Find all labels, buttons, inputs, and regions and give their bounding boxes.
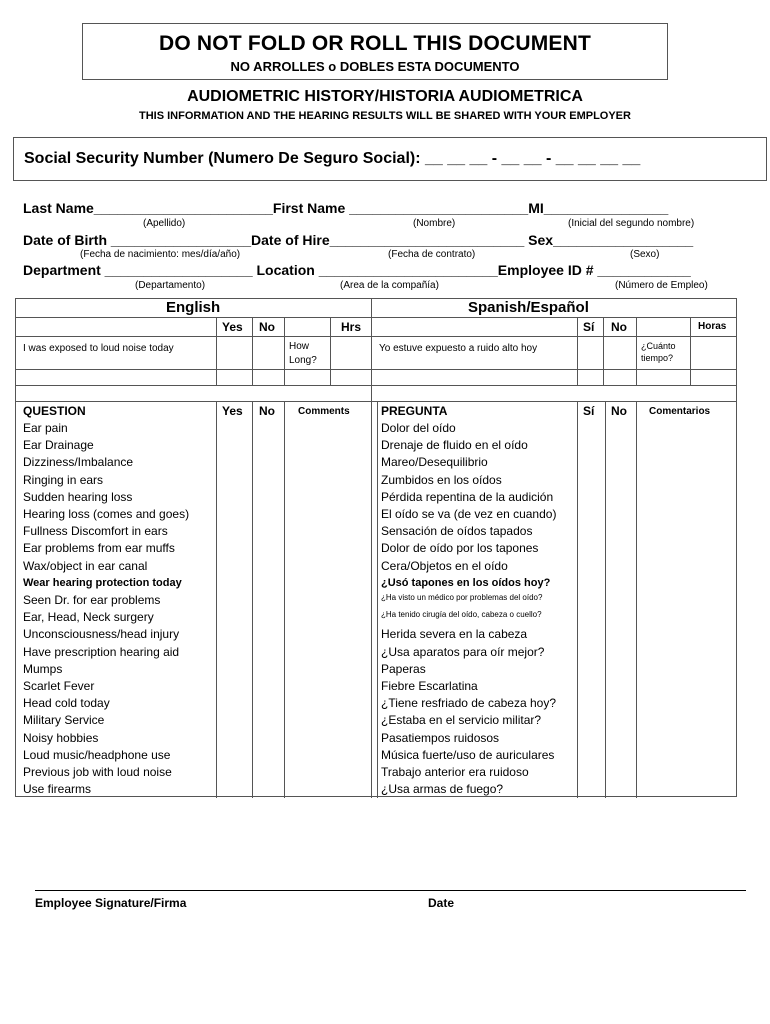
departamento-label: (Departamento) <box>135 280 206 291</box>
question-es: Dolor del oído <box>381 421 456 435</box>
question-es: Zumbidos en los oídos <box>381 472 502 487</box>
comments-header: Comments <box>298 406 350 417</box>
question-en: Seen Dr. for ear problems <box>23 593 161 607</box>
question-en: Scarlet Fever <box>23 679 95 693</box>
no-header-2: No <box>259 404 275 418</box>
question-en: Unconsciousness/head injury <box>23 627 180 642</box>
hrs-header: Hrs <box>341 320 362 334</box>
horas-header: Horas <box>698 321 727 332</box>
numero-empleo-label: (Número de Empleo) <box>615 280 708 291</box>
question-en: Ear, Head, Neck surgery <box>23 610 154 625</box>
question-es: Pérdida repentina de la audición <box>381 489 554 504</box>
comentarios-header: Comentarios <box>649 406 711 417</box>
sharing-notice: THIS INFORMATION AND THE HEARING RESULTS WILL BE SHARED WITH YOUR EMPLOYER <box>139 110 631 122</box>
signature-line <box>35 890 746 891</box>
question-header: QUESTION <box>23 404 86 418</box>
no-header-es: No <box>611 320 627 334</box>
question-es: Pasatiempos ruidosos <box>381 730 500 745</box>
question-es: ¿Usa aparatos para oír mejor? <box>381 644 545 659</box>
question-en: Ear pain <box>23 421 68 435</box>
question-en: Use firearms <box>23 782 92 797</box>
ssn-label: Social Security Number (Numero De Seguro Social): __ __ __ - __ __ - __ __ __ __ <box>24 150 641 167</box>
english-header: English <box>166 299 221 316</box>
form-title: AUDIOMETRIC HISTORY/HISTORIA AUDIOMETRICA <box>187 88 583 105</box>
question-es: Herida severa en la cabeza <box>381 627 528 642</box>
question-es: ¿Estaba en el servicio militar? <box>381 713 542 728</box>
si-header: Sí <box>583 320 595 334</box>
fecha-contrato-label: (Fecha de contrato) <box>388 249 476 260</box>
question-en: Ear problems from ear muffs <box>23 541 175 556</box>
question-es: Cera/Objetos en el oído <box>381 558 508 573</box>
question-en: Previous job with loud noise <box>23 765 172 779</box>
no-header-es-2: No <box>611 404 627 418</box>
question-es: Fiebre Escarlatina <box>381 679 478 693</box>
question-en: Noisy hobbies <box>23 730 99 745</box>
question-en: Loud music/headphone use <box>23 747 171 762</box>
question-en: Dizziness/Imbalance <box>23 455 134 470</box>
cuanto-tiempo-label: ¿Cuánto tiempo? <box>641 341 676 363</box>
birth-hire-sex-row[interactable]: Date of Birth __________________Date of Hire_________________________ Sex__________________ <box>23 232 694 248</box>
question-en: Ringing in ears <box>23 472 104 487</box>
fecha-nacimiento-label: (Fecha de nacimiento: mes/día/año) <box>80 249 241 260</box>
area-label: (Area de la compañía) <box>340 280 439 291</box>
yes-header-2: Yes <box>222 404 243 418</box>
question-es: Mareo/Desequilibrio <box>381 455 488 470</box>
question-es: ¿Ha visto un médico por problemas del oído? <box>381 593 543 602</box>
no-header: No <box>259 320 275 334</box>
question-es: El oído se va (de vez en cuando) <box>381 507 557 521</box>
banner-title: DO NOT FOLD OR ROLL THIS DOCUMENT <box>158 32 592 55</box>
apellido-label: (Apellido) <box>143 218 186 229</box>
signature-label: Employee Signature/Firma <box>35 896 187 910</box>
question-es: Drenaje de fluido en el oído <box>381 438 528 453</box>
question-es: Trabajo anterior era ruidoso <box>381 765 529 779</box>
ssn-box[interactable] <box>13 137 767 181</box>
warning-banner <box>82 23 668 80</box>
nombre-label: (Nombre) <box>413 218 456 229</box>
question-es: Paperas <box>381 661 426 676</box>
banner-subtitle: NO ARROLLES o DOBLES ESTA DOCUMENTO <box>230 59 520 74</box>
name-fields-row[interactable]: Last Name_______________________First Name _______________________MI________________ <box>23 200 669 216</box>
si-header-2: Sí <box>583 404 595 418</box>
date-label: Date <box>428 896 455 910</box>
sexo-label: (Sexo) <box>630 249 660 260</box>
question-es: ¿Usó tapones en los oídos hoy? <box>381 576 551 589</box>
question-es: ¿Tiene resfriado de cabeza hoy? <box>381 696 556 711</box>
question-en: Head cold today <box>23 696 110 711</box>
dept-location-id-row[interactable]: Department ___________________ Location _______________________Employee ID # ____________ <box>23 262 691 278</box>
question-es: Música fuerte/uso de auriculares <box>381 747 555 762</box>
yes-header: Yes <box>222 320 243 334</box>
question-en: Sudden hearing loss <box>23 489 133 504</box>
question-en: Wear hearing protection today <box>23 576 182 589</box>
pregunta-header: PREGUNTA <box>381 404 448 418</box>
question-en: Mumps <box>23 661 63 676</box>
how-long-label: How Long? <box>289 341 317 366</box>
exposed-es: Yo estuve expuesto a ruido alto hoy <box>379 343 538 354</box>
question-en: Military Service <box>23 713 105 728</box>
inicial-label: (Inicial del segundo nombre) <box>568 218 695 229</box>
question-es: Dolor de oído por los tapones <box>381 541 539 556</box>
questionnaire-table <box>15 298 737 797</box>
question-en: Have prescription hearing aid <box>23 644 180 659</box>
question-en: Wax/object in ear canal <box>23 558 148 573</box>
question-es: Sensación de oídos tapados <box>381 524 533 539</box>
question-es: ¿Usa armas de fuego? <box>381 782 504 797</box>
question-en: Hearing loss (comes and goes) <box>23 507 190 521</box>
question-en: Ear Drainage <box>23 438 94 453</box>
question-es: ¿Ha tenido cirugía del oído, cabeza o cuello? <box>381 610 542 620</box>
question-en: Fullness Discomfort in ears <box>23 524 168 539</box>
exposed-en: I was exposed to loud noise today <box>23 343 174 354</box>
spanish-header: Spanish/Español <box>468 299 589 316</box>
